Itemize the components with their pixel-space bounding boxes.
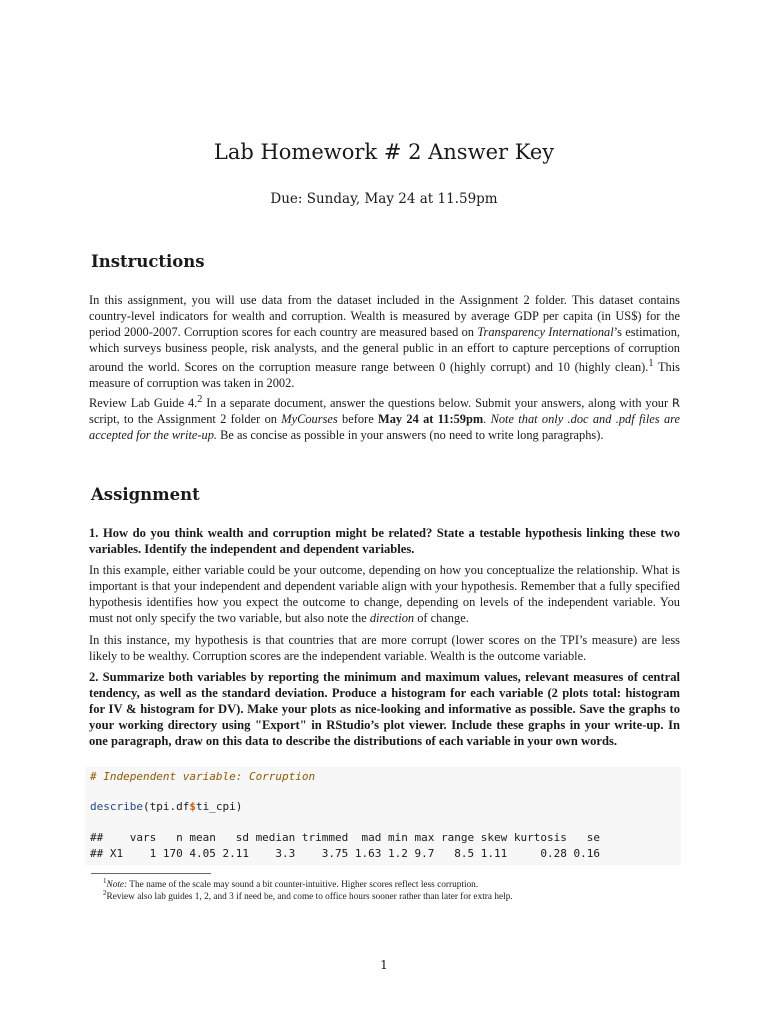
question-1: 1. How do you think wealth and corruption might be related? State a testable hypothesis linking these two variables. Identify the independent and dependent variables.: [89, 526, 680, 556]
page-number: 1: [380, 958, 388, 972]
instructions-paragraph-2: Review Lab Guide 4.$^2$ In a separate document, answer the questions below. Submit your answers, along with your R script, to the Assignment 2 folder on MyCourses before May 24 at 11:59pm. Note that only .doc and .pdf files are accepted for the write-up. Be as concise as possible in your answers (no need to write long paragraphs).: [89, 394, 680, 443]
answer-1-paragraph-1: In this example, either variable could be your outcome, depending on how you conceptualize the relationship. What is important is that your independent and dependent variable align with your hypothesis. Remember that a fully specified hypothesis identifies how you expect the outcome to change, depending on levels of the independent variable. You must not only specify the two variable, but also note the direction of change.: [89, 563, 680, 625]
footnote-2: $^2$Review also lab guides 1, 2, and 3 if need be, and come to office hours sooner rather than later for extra help.: [103, 889, 513, 903]
code-comment: # Independent variable: Corruption: [90, 770, 316, 783]
due-date: Due: Sunday, May 24 at 11.59pm: [270, 191, 498, 207]
footnote-ref-1: 1: [648, 358, 654, 369]
code-output-row: ## X1 1 170 4.05 2.11 3.3 3.75 1.63 1.2 9.7 8.5 1.11 0.28 0.16: [90, 847, 600, 860]
footnote-rule: [91, 873, 211, 874]
footnote-1: $^1$Note: The name of the scale may sound a bit counter-intuitive. Higher scores reflect less corruption.: [103, 877, 479, 891]
question-2: 2. Summarize both variables by reporting the minimum and maximum values, relevant measures of central tendency, as well as the standard deviation. Produce a histogram for each variable (2 plots total: histogram for IV & histogram for DV). Make your plots as nice-looking and informative as possible. Save the graphs to your working directory using "Export" in RStudio’s plot viewer. Include these graphs in your write-up. In one paragraph, draw on this data to describe the distributions of each variable in your own words.: [89, 670, 680, 748]
instructions-heading: Instructions: [91, 252, 205, 271]
answer-1-paragraph-2: In this instance, my hypothesis is that countries that are more corrupt (lower scores on the TPI’s measure) are less likely to be wealthy. Corruption scores are the independent variable. Wealth is the outcome variable.: [89, 633, 680, 663]
document-title: Lab Homework # 2 Answer Key: [213, 140, 555, 164]
instructions-paragraph-1: In this assignment, you will use data from the dataset included in the Assignment 2 folder. This dataset contains country-level indicators for wealth and corruption. Wealth is measured by average GDP per capita (in US$) for the period 2000-2007. Corruption scores for each country are measured based on Transparency International’s estimation, which surveys business people, risk analysts, and the general public in an effort to capture perceptions of corruption around the world. Scores on the corruption measure range between 0 (highly corrupt) and 10 (highly clean).$^1$ This measure of corruption was taken in 2002.: [89, 293, 680, 391]
code-call: describe(tpi.df$ti_cpi): [90, 800, 243, 813]
footnote-ref-2: 2: [197, 394, 203, 405]
assignment-heading: Assignment: [91, 485, 200, 504]
code-output-header: ## vars n mean sd median trimmed mad min max range skew kurtosis se: [90, 831, 600, 844]
